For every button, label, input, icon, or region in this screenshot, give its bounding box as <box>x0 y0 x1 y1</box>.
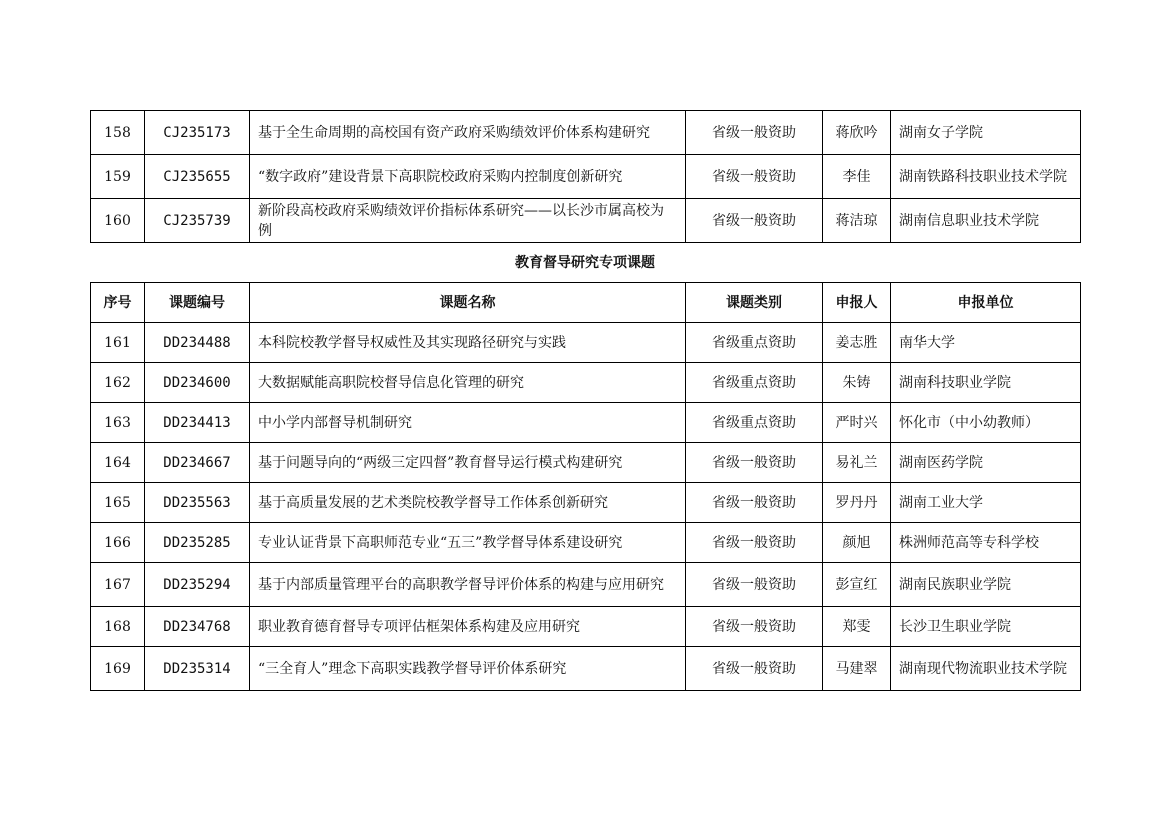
project-code: DD234413 <box>145 403 250 443</box>
project-name: 职业教育德育督导专项评估框架体系构建及应用研究 <box>250 607 686 647</box>
row-number: 161 <box>91 323 145 363</box>
applicant-unit: 湖南科技职业学院 <box>891 363 1081 403</box>
applicant: 易礼兰 <box>823 443 891 483</box>
project-category: 省级重点资助 <box>686 363 823 403</box>
project-category: 省级一般资助 <box>686 647 823 691</box>
project-code: DD234600 <box>145 363 250 403</box>
project-name: 专业认证背景下高职师范专业“五三”教学督导体系建设研究 <box>250 523 686 563</box>
header-applicant: 申报人 <box>823 283 891 323</box>
project-category: 省级一般资助 <box>686 607 823 647</box>
education-supervision-project-table <box>90 282 1081 691</box>
continued-project-table <box>90 110 1081 243</box>
row-number: 165 <box>91 483 145 523</box>
table-row <box>91 647 1081 691</box>
table-row <box>91 111 1081 155</box>
table-row <box>91 199 1081 243</box>
project-category: 省级重点资助 <box>686 323 823 363</box>
table-row <box>91 323 1081 363</box>
table-row <box>91 563 1081 607</box>
row-number: 159 <box>91 155 145 199</box>
row-number: 158 <box>91 111 145 155</box>
project-code: DD234768 <box>145 607 250 647</box>
project-code: CJ235655 <box>145 155 250 199</box>
applicant-unit: 怀化市（中小幼教师） <box>891 403 1081 443</box>
row-number: 166 <box>91 523 145 563</box>
row-number: 164 <box>91 443 145 483</box>
header-name: 课题名称 <box>250 283 686 323</box>
row-number: 167 <box>91 563 145 607</box>
table-row <box>91 443 1081 483</box>
project-name: 基于问题导向的“两级三定四督”教育督导运行模式构建研究 <box>250 443 686 483</box>
row-number: 169 <box>91 647 145 691</box>
applicant-unit: 南华大学 <box>891 323 1081 363</box>
project-code: CJ235173 <box>145 111 250 155</box>
applicant-unit: 湖南现代物流职业技术学院 <box>891 647 1081 691</box>
project-name: “数字政府”建设背景下高职院校政府采购内控制度创新研究 <box>250 155 686 199</box>
project-name: 基于全生命周期的高校国有资产政府采购绩效评价体系构建研究 <box>250 111 686 155</box>
project-name: “三全育人”理念下高职实践教学督导评价体系研究 <box>250 647 686 691</box>
applicant-unit: 湖南工业大学 <box>891 483 1081 523</box>
project-category: 省级一般资助 <box>686 111 823 155</box>
applicant: 彭宣红 <box>823 563 891 607</box>
applicant: 朱铸 <box>823 363 891 403</box>
project-category: 省级一般资助 <box>686 155 823 199</box>
project-name: 中小学内部督导机制研究 <box>250 403 686 443</box>
applicant-unit: 湖南医药学院 <box>891 443 1081 483</box>
applicant: 姜志胜 <box>823 323 891 363</box>
header-unit: 申报单位 <box>891 283 1081 323</box>
project-name: 本科院校教学督导权威性及其实现路径研究与实践 <box>250 323 686 363</box>
project-category: 省级一般资助 <box>686 523 823 563</box>
header-number: 序号 <box>91 283 145 323</box>
table-row <box>91 483 1081 523</box>
project-code: CJ235739 <box>145 199 250 243</box>
table-header-row <box>91 283 1081 323</box>
applicant: 郑雯 <box>823 607 891 647</box>
project-name: 基于高质量发展的艺术类院校教学督导工作体系创新研究 <box>250 483 686 523</box>
applicant: 颜旭 <box>823 523 891 563</box>
project-category: 省级一般资助 <box>686 199 823 243</box>
row-number: 160 <box>91 199 145 243</box>
table-row <box>91 155 1081 199</box>
applicant: 马建翠 <box>823 647 891 691</box>
project-name: 新阶段高校政府采购绩效评价指标体系研究——以长沙市属高校为例 <box>250 199 686 243</box>
applicant: 蒋欣吟 <box>823 111 891 155</box>
applicant: 严时兴 <box>823 403 891 443</box>
project-code: DD234667 <box>145 443 250 483</box>
applicant-unit: 湖南信息职业技术学院 <box>891 199 1081 243</box>
applicant-unit: 湖南民族职业学院 <box>891 563 1081 607</box>
table-row <box>91 363 1081 403</box>
project-code: DD235294 <box>145 563 250 607</box>
applicant-unit: 湖南女子学院 <box>891 111 1081 155</box>
project-category: 省级一般资助 <box>686 483 823 523</box>
applicant: 李佳 <box>823 155 891 199</box>
project-category: 省级一般资助 <box>686 443 823 483</box>
project-name: 基于内部质量管理平台的高职教学督导评价体系的构建与应用研究 <box>250 563 686 607</box>
project-category: 省级重点资助 <box>686 403 823 443</box>
applicant-unit: 长沙卫生职业学院 <box>891 607 1081 647</box>
project-code: DD235563 <box>145 483 250 523</box>
row-number: 168 <box>91 607 145 647</box>
applicant-unit: 湖南铁路科技职业技术学院 <box>891 155 1081 199</box>
table-row <box>91 607 1081 647</box>
table-row <box>91 523 1081 563</box>
project-code: DD234488 <box>145 323 250 363</box>
project-category: 省级一般资助 <box>686 563 823 607</box>
applicant: 罗丹丹 <box>823 483 891 523</box>
row-number: 163 <box>91 403 145 443</box>
project-name: 大数据赋能高职院校督导信息化管理的研究 <box>250 363 686 403</box>
applicant-unit: 株洲师范高等专科学校 <box>891 523 1081 563</box>
header-category: 课题类别 <box>686 283 823 323</box>
table-row <box>91 403 1081 443</box>
project-code: DD235285 <box>145 523 250 563</box>
row-number: 162 <box>91 363 145 403</box>
applicant: 蒋洁琼 <box>823 199 891 243</box>
header-code: 课题编号 <box>145 283 250 323</box>
section-title: 教育督导研究专项课题 <box>515 255 655 271</box>
project-code: DD235314 <box>145 647 250 691</box>
